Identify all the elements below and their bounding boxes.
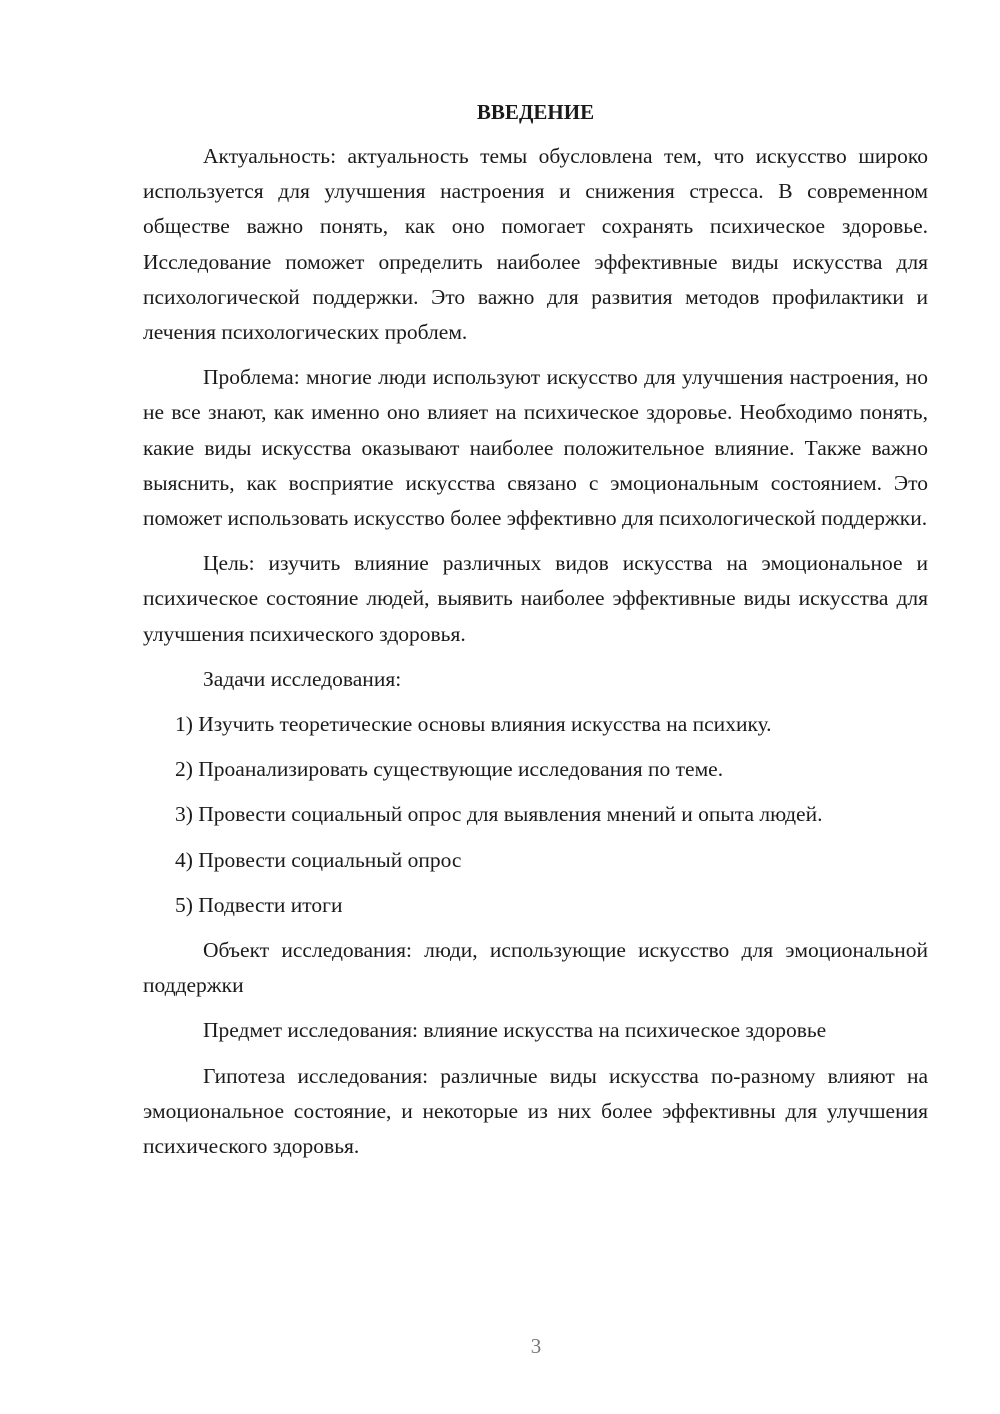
page-content bbox=[143, 96, 928, 1174]
problem-paragraph: Проблема: многие люди используют искусство для улучшения настроения, но не все знают, как именно оно влияет на психическое здоровье. Необходимо понять, какие виды искусства оказывают наиболее положительное влияние. Также важно выяснить, как восприятие искусства связано с эмоциональным состоянием. Это поможет использовать искусство более эффективно для психологической поддержки. bbox=[143, 365, 928, 531]
subject-paragraph: Предмет исследования: влияние искусства на психическое здоровье bbox=[203, 1018, 827, 1043]
page-number: 3 bbox=[530, 1334, 542, 1358]
task-item-5: 5) Подвести итоги bbox=[175, 892, 343, 917]
task-item-1: 1) Изучить теоретические основы влияния искусства на психику. bbox=[175, 712, 772, 737]
hypothesis-paragraph: Гипотеза исследования: различные виды искусства по-разному влияют на эмоциональное состояние, и некоторые из них более эффективны для улучшения психического здоровья. bbox=[143, 1063, 928, 1159]
object-paragraph: Объект исследования: люди, использующие искусство для эмоциональной поддержки bbox=[143, 938, 928, 998]
task-item-3: 3) Провести социальный опрос для выявления мнений и опыта людей. bbox=[175, 802, 823, 827]
relevance-paragraph: Актуальность: актуальность темы обусловлена тем, что искусство широко используется для улучшения настроения и снижения стресса. В современном обществе важно понять, как оно помогает сохранять психическое здоровье. Исследование поможет определить наиболее эффективные виды искусства для психологической поддержки. Это важно для развития методов профилактики и лечения психологических проблем. bbox=[143, 144, 928, 345]
tasks-heading: Задачи исследования: bbox=[203, 666, 402, 691]
task-item-4: 4) Провести социальный опрос bbox=[175, 847, 462, 872]
task-item-2: 2) Проанализировать существующие исследования по теме. bbox=[175, 757, 724, 782]
tasks-list bbox=[143, 707, 928, 923]
goal-paragraph: Цель: изучить влияние различных видов искусства на эмоциональное и психическое состояние людей, выявить наиболее эффективные виды искусства для улучшения психического здоровья. bbox=[143, 551, 928, 646]
page-title: ВВЕДЕНИЕ bbox=[476, 100, 595, 124]
